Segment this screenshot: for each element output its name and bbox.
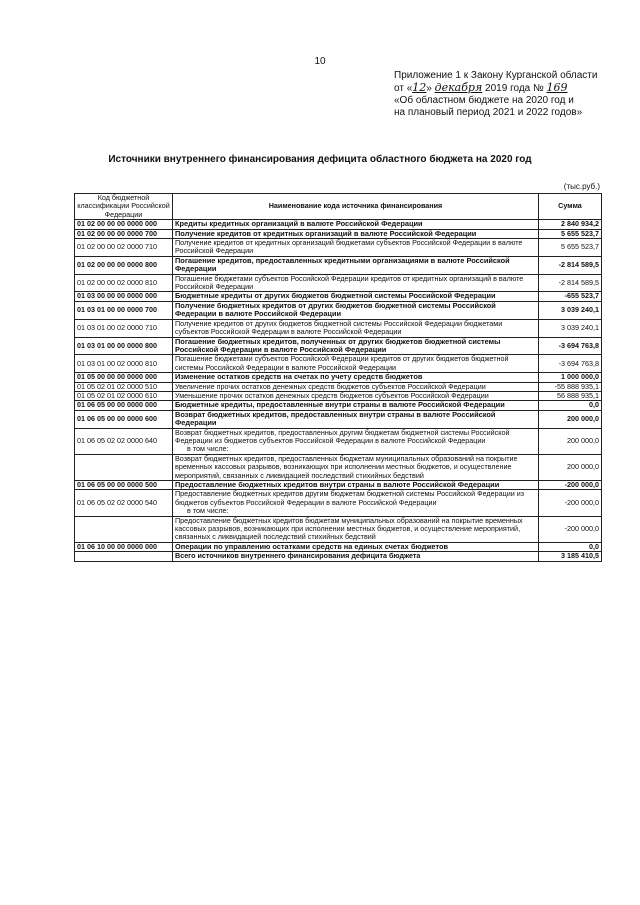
row-name [173, 355, 539, 373]
row-sum: -200 000,0 [539, 490, 602, 516]
row-name [173, 373, 539, 382]
row-name-text: Бюджетные кредиты, предоставленные внутри страны в валюте Российской Федерации [175, 400, 505, 410]
row-name [173, 256, 539, 274]
table-row [75, 382, 602, 391]
row-sum: -200 000,0 [539, 516, 602, 542]
appendix-header [394, 70, 634, 119]
row-name-text: Возврат бюджетных кредитов, предоставленных другим бюджетам бюджетной системы Российской Федерации из бюджетов субъектов Российской Федерации в валюте Российской Федерации [175, 428, 510, 445]
document-title: Источники внутреннего финансирования дефицита областного бюджета на 2020 год [108, 154, 532, 165]
row-sum: 200 000,0 [539, 454, 602, 480]
table-row [75, 301, 602, 319]
row-name [173, 229, 539, 238]
row-name-text: Уменьшение прочих остатков денежных средств бюджетов субъектов Российской Федерации [175, 391, 489, 400]
row-code: 01 03 00 00 00 0000 000 [75, 292, 173, 301]
row-name-text: Предоставление бюджетных кредитов внутри страны в валюте Российской Федерации [175, 480, 500, 489]
row-code: 01 03 01 00 02 0000 710 [75, 319, 173, 337]
date-mid: » [426, 83, 432, 94]
row-code: 01 02 00 00 00 0000 000 [75, 220, 173, 229]
row-sum: 5 655 523,7 [539, 229, 602, 238]
row-code: 01 02 00 00 02 0000 710 [75, 239, 173, 257]
table-row [75, 355, 602, 373]
table-row [75, 542, 602, 551]
row-name [173, 382, 539, 391]
table-row [75, 428, 602, 454]
row-name [173, 410, 539, 428]
row-sum: -3 694 763,8 [539, 355, 602, 373]
appendix-date-line [394, 82, 634, 95]
row-code: 01 03 01 00 02 0000 810 [75, 355, 173, 373]
row-code: 01 06 05 00 00 0000 000 [75, 401, 173, 410]
row-name-text: Предоставление бюджетных кредитов бюджетам муниципальных образований на покрытие временных кассовых разрывов, возникающих при исполнении местных бюджетов, и осуществление мероприятий, связанных с ликвидацией последствий стихийных бедствий [175, 516, 523, 542]
appendix-line: на плановый период 2021 и 2022 годов» [394, 107, 583, 118]
row-sum: 3 039 240,1 [539, 301, 602, 319]
header-sum: Сумма [539, 194, 602, 220]
handwritten-day: 12 [412, 81, 427, 94]
table-row [75, 481, 602, 490]
row-name [173, 428, 539, 454]
row-name-text: Погашение кредитов, предоставленных кредитными организациями в валюте Российской Федерации [175, 256, 510, 274]
row-name-text: Возврат бюджетных кредитов, предоставленных внутри страны в валюте Российской Федерации [175, 410, 496, 428]
total-code-empty [75, 552, 173, 561]
row-code: 01 05 02 01 02 0000 510 [75, 382, 173, 391]
row-name-text: Получение бюджетных кредитов от других бюджетов бюджетной системы Российской Федерации в валюте Российской Федерации [175, 301, 496, 319]
row-name [173, 481, 539, 490]
row-name [173, 401, 539, 410]
row-sum: 5 655 523,7 [539, 239, 602, 257]
row-name-text: Предоставление бюджетных кредитов другим бюджетам бюджетной системы Российской Федерации из бюджетов субъектов Российской Федерации в валюте Российской Федерации [175, 489, 525, 507]
header-name: Наименование кода источника финансирования [173, 194, 539, 220]
row-sum: 200 000,0 [539, 410, 602, 428]
date-prefix: от « [394, 83, 413, 94]
row-sum: 0,0 [539, 401, 602, 410]
row-name [173, 220, 539, 229]
table-body [75, 220, 602, 561]
row-name [173, 490, 539, 516]
row-name [173, 301, 539, 319]
row-code: 01 06 05 00 00 0000 500 [75, 481, 173, 490]
row-code: 01 06 05 00 00 0000 600 [75, 410, 173, 428]
row-sum: -3 694 763,8 [539, 337, 602, 355]
row-subnote: в том числе: [187, 444, 229, 454]
row-code: 01 05 02 01 02 0000 610 [75, 391, 173, 400]
row-name [173, 319, 539, 337]
row-name [173, 391, 539, 400]
header-code: Код бюджетной классификации Российской Федерации [75, 194, 173, 220]
row-name [173, 542, 539, 551]
row-sum: 2 840 934,2 [539, 220, 602, 229]
table-row [75, 410, 602, 428]
row-name [173, 454, 539, 480]
appendix-line: «Об областном бюджете на 2020 год и [394, 95, 574, 106]
row-code: 01 02 00 00 02 0000 810 [75, 274, 173, 292]
row-sum: 1 000 000,0 [539, 373, 602, 382]
table-row [75, 229, 602, 238]
row-code [75, 454, 173, 480]
table-row [75, 274, 602, 292]
row-code: 01 03 01 00 00 0000 800 [75, 337, 173, 355]
table-row [75, 401, 602, 410]
row-name-text: Получение кредитов от кредитных организаций бюджетами субъектов Российской Федерации в валюте Российской Федерации [175, 238, 523, 256]
row-name [173, 292, 539, 301]
table-row [75, 239, 602, 257]
table-row [75, 391, 602, 400]
row-name-text: Получение кредитов от других бюджетов бюджетной системы Российской Федерации бюджетами субъектов Российской Федерации в валюте Российской Федерации [175, 319, 503, 337]
row-code: 01 05 00 00 00 0000 000 [75, 373, 173, 382]
row-code: 01 06 05 02 02 0000 640 [75, 428, 173, 454]
row-sum: 200 000,0 [539, 428, 602, 454]
row-sum: 56 888 935,1 [539, 391, 602, 400]
row-name-text: Погашение бюджетами субъектов Российской Федерации кредитов от других бюджетов бюджетной системы Российской Федерации в валюте Российской Федерации [175, 354, 509, 372]
row-code: 01 06 10 00 00 0000 000 [75, 542, 173, 551]
total-sum: 3 185 410,5 [539, 552, 602, 561]
table-row [75, 516, 602, 542]
row-name [173, 516, 539, 542]
row-sum: 0,0 [539, 542, 602, 551]
table-row [75, 337, 602, 355]
row-code [75, 516, 173, 542]
row-name-text: Получение кредитов от кредитных организаций в валюте Российской Федерации [175, 229, 477, 238]
row-code: 01 02 00 00 00 0000 700 [75, 229, 173, 238]
table-row [75, 454, 602, 480]
row-name-text: Погашение бюджетных кредитов, полученных от других бюджетов бюджетной системы Российской Федерации в валюте Российской Федерации [175, 337, 501, 354]
table-row [75, 319, 602, 337]
row-name [173, 274, 539, 292]
table-row [75, 256, 602, 274]
date-year: 2019 года № [485, 83, 544, 94]
handwritten-month: декабря [434, 81, 483, 94]
financing-sources-table [74, 193, 602, 562]
total-row [75, 552, 602, 561]
row-sum: -655 523,7 [539, 292, 602, 301]
row-name-text: Погашение бюджетами субъектов Российской Федерации кредитов от кредитных организаций в валюте Российской Федерации [175, 274, 524, 292]
total-label: Всего источников внутреннего финансирования дефицита бюджета [173, 552, 539, 561]
row-name-text: Увеличение прочих остатков денежных средств бюджетов субъектов Российской Федерации [175, 382, 486, 391]
row-code: 01 03 01 00 00 0000 700 [75, 301, 173, 319]
row-subnote: в том числе: [187, 506, 229, 516]
row-sum: -200 000,0 [539, 481, 602, 490]
row-name [173, 337, 539, 355]
row-code: 01 06 05 02 02 0000 540 [75, 490, 173, 516]
table-row [75, 490, 602, 516]
table-row [75, 292, 602, 301]
page-number: 10 [314, 56, 326, 67]
row-name-text: Изменение остатков средств на счетах по учету средств бюджетов [175, 372, 423, 382]
row-name-text: Бюджетные кредиты от других бюджетов бюджетной системы Российской Федерации [175, 291, 496, 301]
row-sum: 3 039 240,1 [539, 319, 602, 337]
row-name-text: Возврат бюджетных кредитов, предоставленных бюджетам муниципальных образований на покрытие временных кассовых разрывов, возникающих при исполнении местных бюджетов, и осуществление мероприятий, связанных с ликвидацией последствий стихийных бедствий [175, 454, 518, 480]
units-label: (тыс.руб.) [563, 182, 600, 191]
row-sum: -2 814 589,5 [539, 274, 602, 292]
row-sum: -2 814 589,5 [539, 256, 602, 274]
handwritten-number: 169 [546, 81, 568, 94]
row-sum: -55 888 935,1 [539, 382, 602, 391]
row-name-text: Кредиты кредитных организаций в валюте Российской Федерации [175, 219, 423, 229]
table-row [75, 373, 602, 382]
table-header-row [75, 194, 602, 220]
appendix-line: Приложение 1 к Закону Курганской области [394, 70, 598, 81]
table-row [75, 220, 602, 229]
row-code: 01 02 00 00 00 0000 800 [75, 256, 173, 274]
row-name [173, 239, 539, 257]
row-name-text: Операции по управлению остатками средств на единых счетах бюджетов [175, 542, 449, 551]
